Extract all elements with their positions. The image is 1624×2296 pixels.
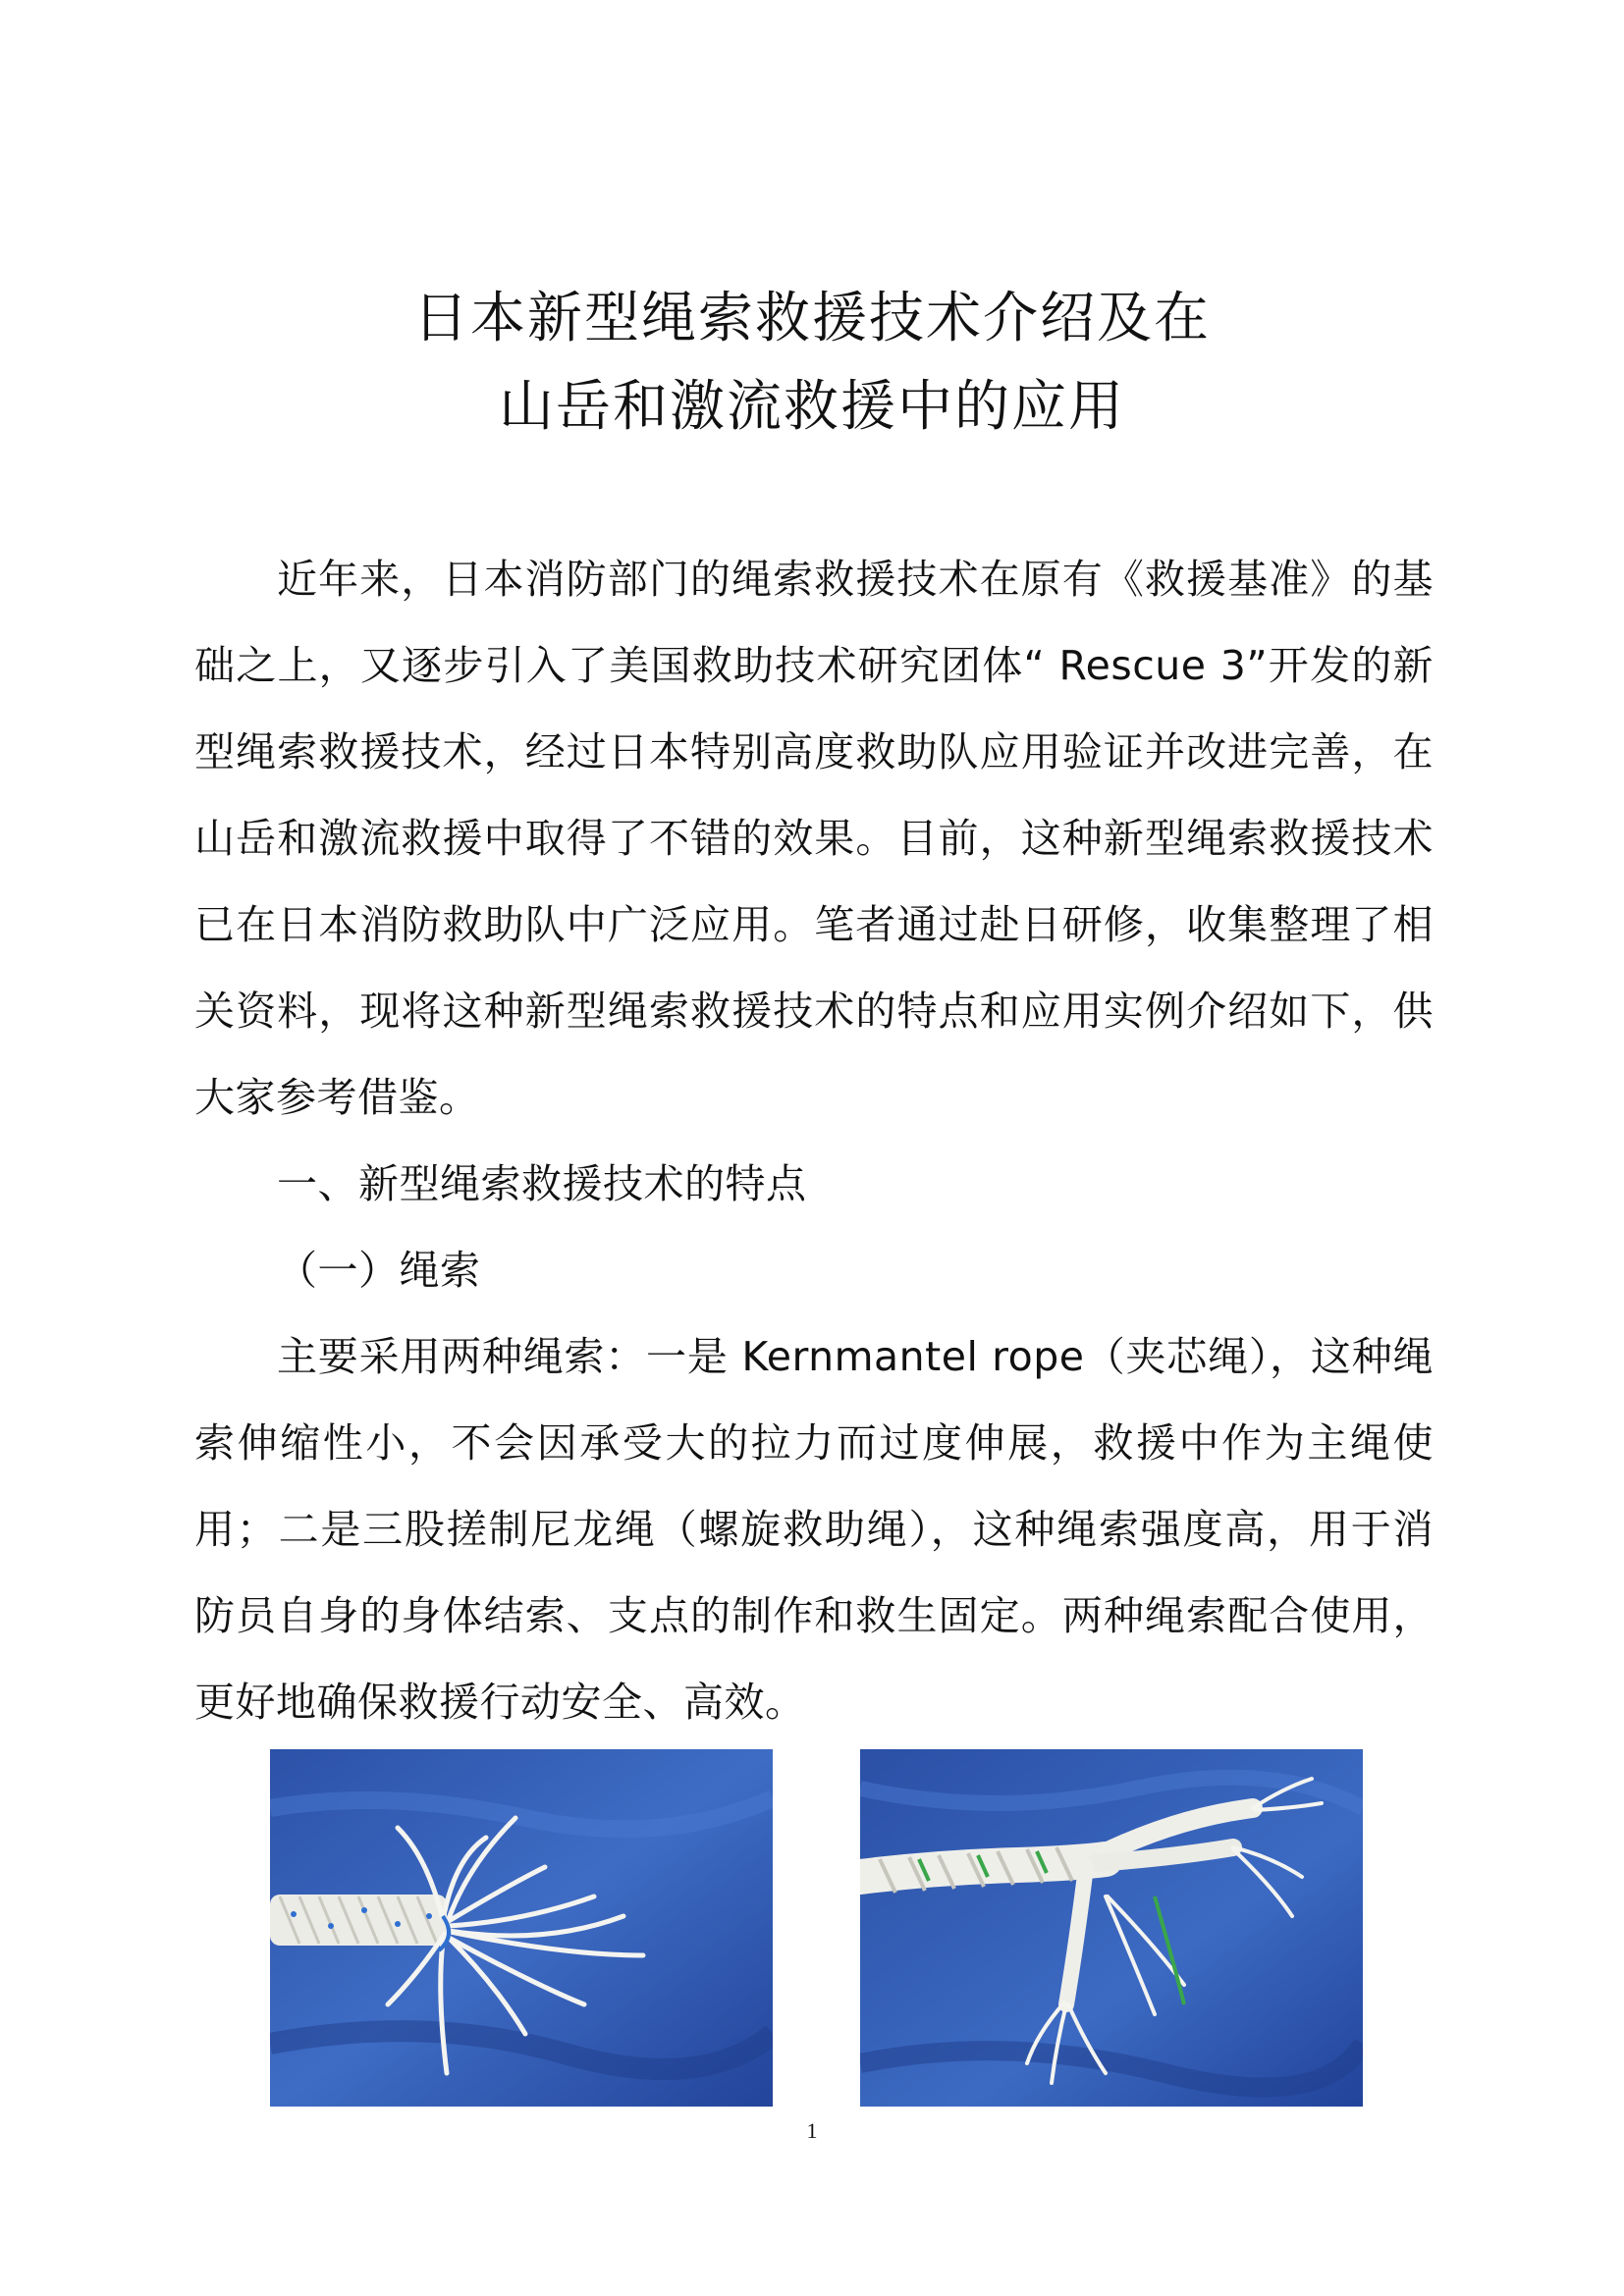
kernmantel-rope-photo <box>270 1749 773 2107</box>
document-title-line-2: 山岳和激流救援中的应用 <box>499 375 1125 439</box>
document-title-line-1: 日本新型绳索救援技术介绍及在 <box>413 287 1211 350</box>
section-heading: 一、新型绳索救援技术的特点 <box>277 1160 807 1207</box>
intro-paragraph: 近年来，日本消防部门的绳索救援技术在原有《救援基准》的基础之上，又逐步引入了美国救助技术研究团体“ Rescue 3”开发的新型绳索救援技术，经过日本特别高度救助队应用验证并改进完善，在山岳和激流救援中取得了不错的效果。目前，这种新型绳索救援技术已在日本消防救助队中广泛应用。笔者通过赴日研修，收集整理了相关资料，现将这种新型绳索救援技术的特点和应用实例介绍如下，供大家参考借鉴。 <box>194 556 1434 1121</box>
rope-paragraph: 主要采用两种绳索：一是 Kernmantel rope（夹芯绳），这种绳索伸缩性小，不会因承受大的拉力而过度伸展，救援中作为主绳使用；二是三股搓制尼龙绳（螺旋救助绳），这种绳索强度高，用于消防员自身的身体结索、支点的制作和救生固定。两种绳索配合使用，更好地确保救援行动安全、高效。 <box>194 1333 1434 1726</box>
kernmantel-rope-image <box>270 1749 773 2107</box>
page-number: 1 <box>806 2118 818 2143</box>
twisted-nylon-rope-photo <box>860 1749 1363 2107</box>
twisted-nylon-rope-image <box>860 1749 1363 2107</box>
subsection-heading: （一）绳索 <box>277 1247 481 1294</box>
